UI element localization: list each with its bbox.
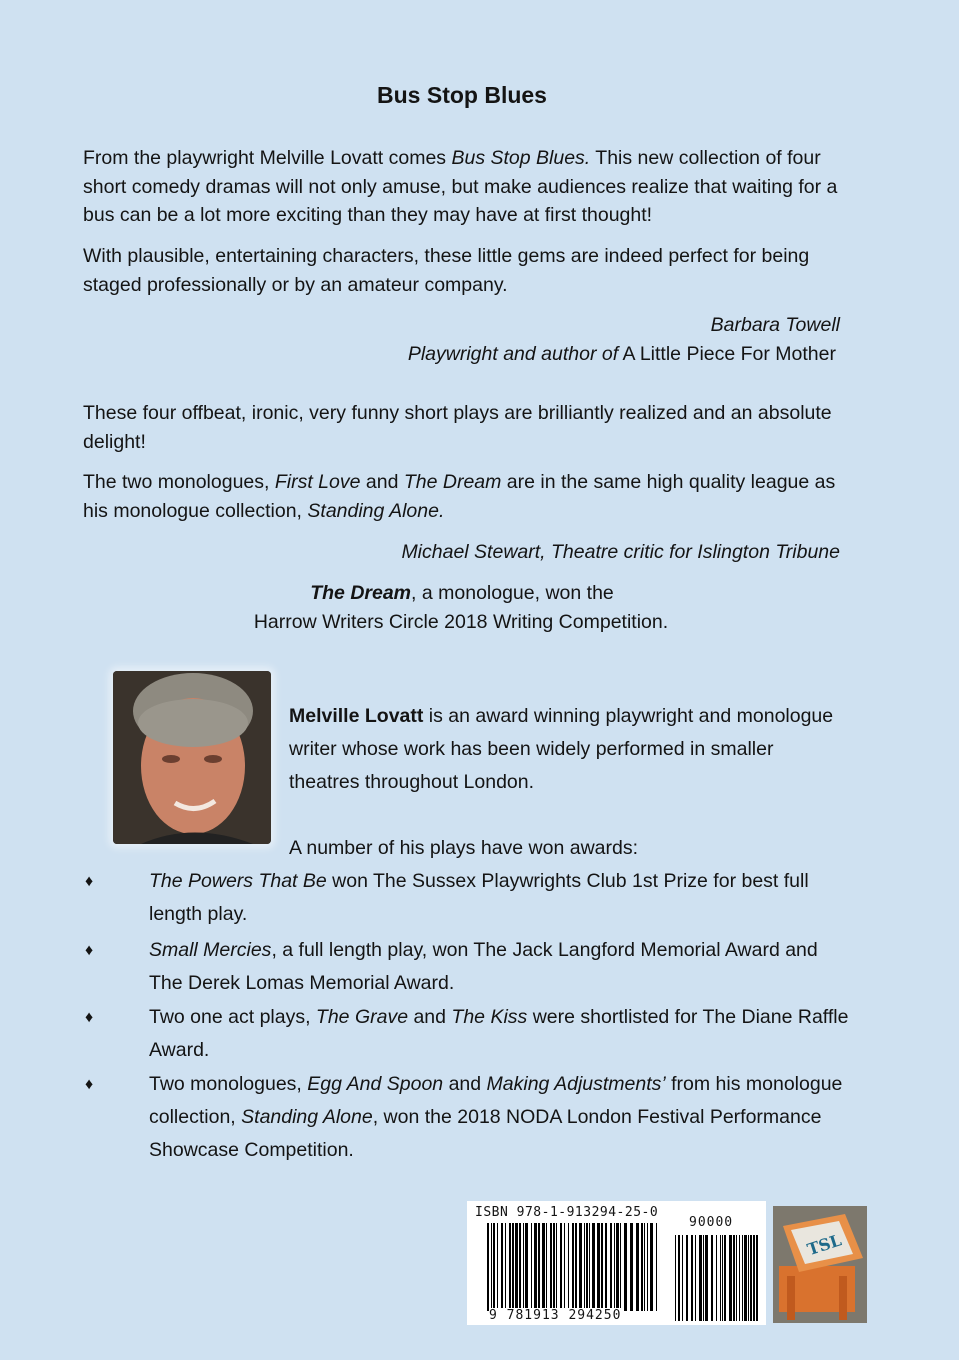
publisher-logo-icon [773,1206,867,1323]
barcode-bar [568,1223,569,1311]
barcode-bar [553,1223,555,1311]
barcode-bar [636,1223,639,1311]
review2-paragraph-2: The two monologues, First Love and The Dream are in the same high quality league as his monologue collection, Standing Alone. [83,471,836,522]
reviewer-role: Playwright and author of A Little Piece For Mother [407,343,836,365]
award-note-line-1: The Dream, a monologue, won the [310,582,614,604]
barcode-bar [650,1223,653,1311]
barcode-bar [550,1223,552,1311]
barcode-bar [505,1223,506,1311]
barcode-addon-bar [678,1235,680,1321]
barcode-bar [592,1223,595,1311]
barcode-bar [575,1223,577,1311]
barcode-addon-bar [724,1235,726,1321]
diamond-bullet-icon: ♦ [85,1076,94,1093]
barcode-bar [572,1223,574,1311]
barcode-bar [586,1223,588,1311]
diamond-bullet-icon: ♦ [85,1009,94,1026]
barcode-addon-bar [729,1235,732,1321]
isbn-label: ISBN 978-1-913294-25-0 [475,1205,659,1220]
barcode-addon: 90000 [689,1215,734,1230]
barcode-bar [531,1223,532,1311]
barcode-bar [523,1223,524,1311]
barcode-bar [538,1223,540,1311]
barcode-addon-bar [736,1235,737,1321]
awards-list [83,865,853,1167]
barcode-bar [542,1223,545,1311]
barcode-bar [656,1223,657,1311]
review2-paragraph-1: These four offbeat, ironic, very funny short plays are brilliantly realized and an absolute delight! [83,402,832,453]
barcode-addon-bar [756,1235,758,1321]
author-photo-icon [113,671,271,844]
barcode-addon-bar [739,1235,740,1321]
barcode-addon-bar [753,1235,755,1321]
barcode-bar [546,1223,547,1311]
barcode-bar [560,1223,562,1311]
barcode-addon-bar [711,1235,713,1321]
diamond-bullet-icon: ♦ [85,873,94,890]
list-item: ♦ Two one act plays, The Grave and The Kiss were shortlisted for The Diane Raffle Award. [83,1001,853,1067]
publisher-logo [773,1206,867,1323]
barcode-addon-bar [682,1235,683,1321]
barcode-bar [556,1223,557,1311]
barcode-bar [493,1223,495,1311]
barcode-bar [519,1223,521,1311]
barcode-bar [534,1223,537,1311]
barcode-bar [525,1223,528,1311]
barcode-addon-bar [705,1235,708,1321]
barcode-addon-bar [691,1235,693,1321]
barcode-addon-bar [720,1235,721,1321]
barcode-bar [501,1223,503,1311]
author-bio: Melville Lovatt is an award winning playwright and monologue writer whose work has been widely performed in smaller theatres throughout London. [289,705,834,793]
list-item: ♦ Small Mercies, a full length play, won The Jack Langford Memorial Award and The Derek Lomas Memorial Award. [83,934,853,1000]
barcode-addon-bar [686,1235,688,1321]
barcode-bar [491,1223,492,1311]
barcode-bar [564,1223,565,1311]
barcode-bar [584,1223,585,1311]
barcode-addon-bar [703,1235,704,1321]
barcode-digits: 9 781913 294250 [489,1308,622,1323]
review-paragraph-2: With plausible, entertaining characters, these little gems are indeed perfect for being staged professionally or by an amateur company. [83,245,810,296]
diamond-bullet-icon: ♦ [85,942,94,959]
barcode-bar [515,1223,518,1311]
barcode-bar [601,1223,603,1311]
reviewer-name: Barbara Towell [710,314,840,336]
awards-intro: A number of his plays have won awards: [289,837,639,859]
barcode-addon-bar [716,1235,717,1321]
barcode-bar [616,1223,619,1311]
barcode-addon-bar [748,1235,749,1321]
barcode-bar [605,1223,607,1311]
barcode-addon-bar [695,1235,696,1321]
barcode-addon-bar [733,1235,735,1321]
barcode-bar [497,1223,498,1311]
barcode-bar [647,1223,648,1311]
barcode-bar [610,1223,612,1311]
barcode-bar [620,1223,621,1311]
barcode-bar [579,1223,582,1311]
barcode-bar [641,1223,643,1311]
barcode-bar [597,1223,600,1311]
svg-text:TSL: TSL [804,1230,844,1260]
barcode-addon-bar [722,1235,723,1321]
barcode-bar [487,1223,489,1311]
barcode-bar [512,1223,514,1311]
award-note-line-2: Harrow Writers Circle 2018 Writing Competition. [253,611,669,633]
barcode-addon-bar [744,1235,747,1321]
barcode-addon-bar [675,1235,676,1321]
barcode-bar [614,1223,615,1311]
isbn-barcode [467,1201,766,1325]
barcode-bar [624,1223,627,1311]
critic-attribution: Michael Stewart, Theatre critic for Islington Tribune [401,541,840,563]
review-paragraph-1: From the playwright Melville Lovatt comes Bus Stop Blues. This new collection of four short comedy dramas will not only amuse, but make audiences realize that waiting for a bus can be a lot more exciting than they may have at first thought! [83,147,838,226]
barcode-bar [644,1223,645,1311]
list-item: ♦ The Powers That Be won The Sussex Playwrights Club 1st Prize for best full length play. [83,865,853,931]
barcode-bar [509,1223,511,1311]
book-title: Bus Stop Blues [377,82,547,108]
barcode-addon-bar [742,1235,743,1321]
list-item: ♦ Two monologues, Egg And Spoon and Making Adjustments’ from his monologue collection, Standing Alone, won the 2018 NODA London Festival Performance Showcase Competition. [83,1068,853,1167]
author-photo [113,671,271,844]
barcode-bar [630,1223,633,1311]
barcode-bar [589,1223,590,1311]
barcode-addon-bar [699,1235,702,1321]
barcode-addon-bar [750,1235,752,1321]
